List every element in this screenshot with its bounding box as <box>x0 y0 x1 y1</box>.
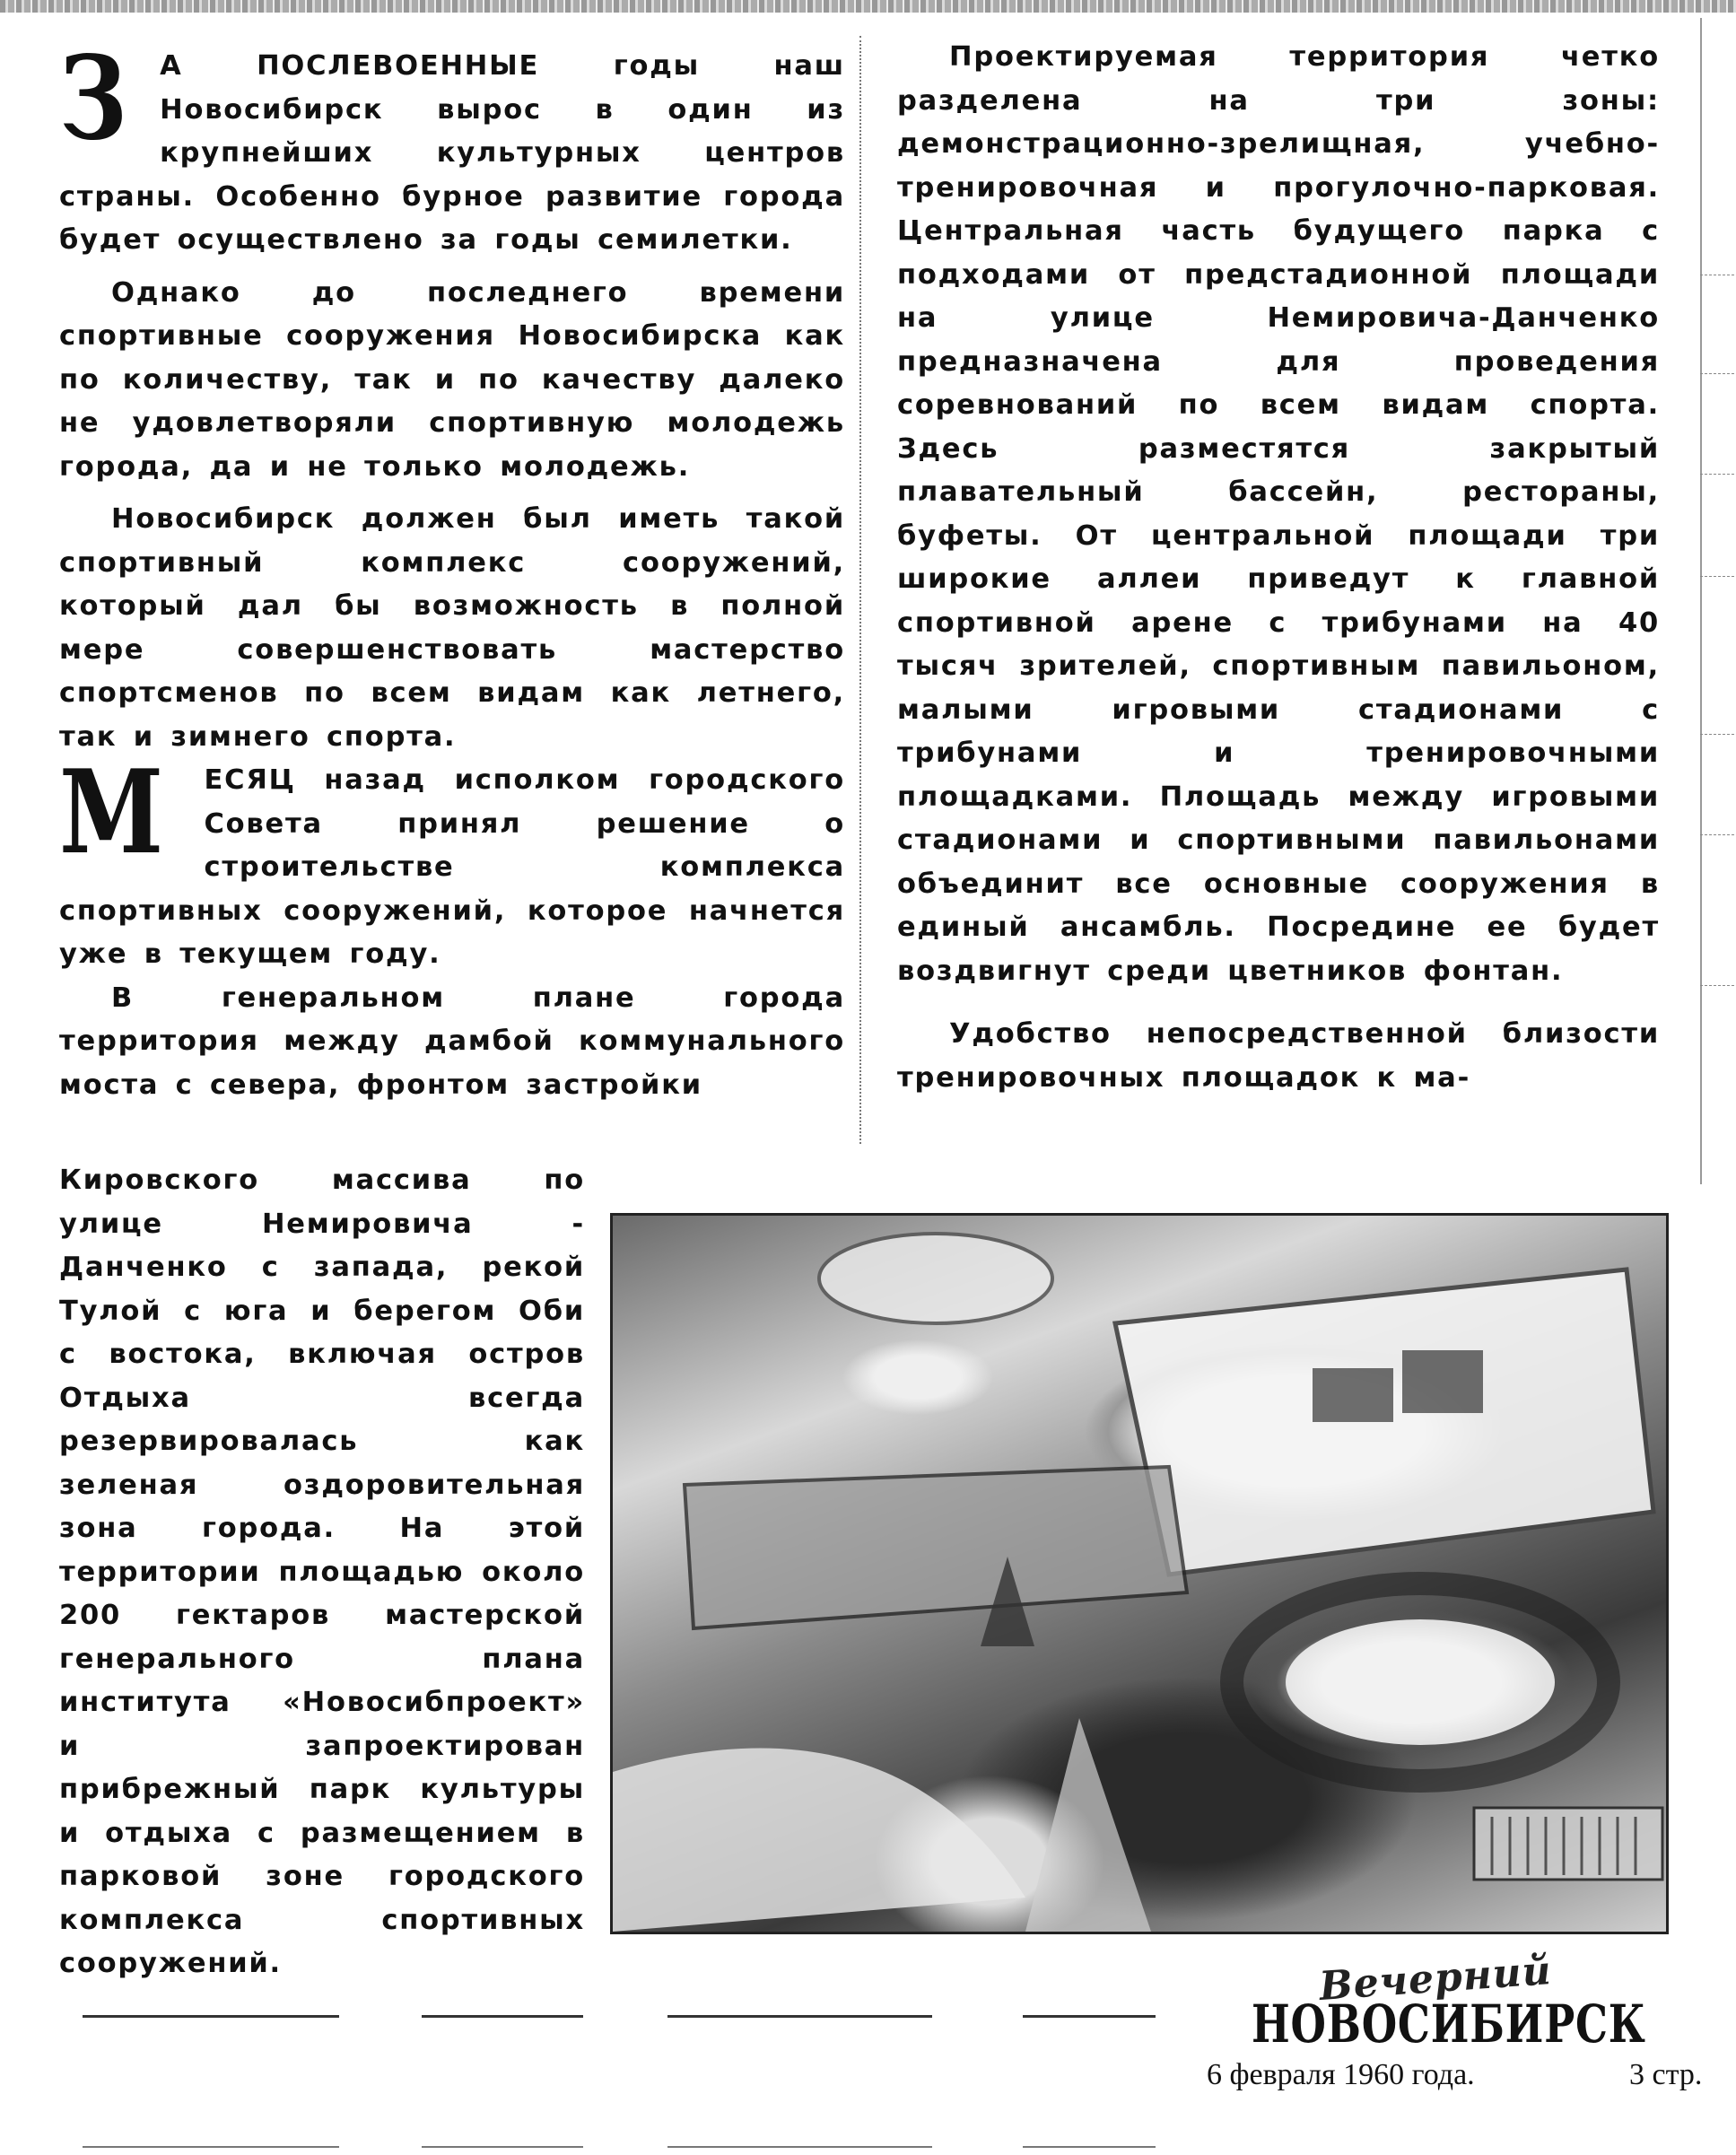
article-left-column <box>59 31 845 1107</box>
issue-date: 6 февраля 1960 года. <box>1207 2058 1475 2091</box>
top-edge-strip <box>0 0 1736 13</box>
footer-rule <box>422 2146 583 2148</box>
article-paragraph: Проектируемая территория четко разделена на три зоны: демонстрационно-зрелищная, учебно-тренировочная и прогулочно-парковая. Центральная часть будущего парка с подходами от предстадионной площади на улице Немировича-Данченко предназначена для проведения соревнований по всем видам спорта. Здесь разместятся закрытый плавательный бассейн, рестораны, буфеты. От центральной площади три широкие аллеи приведут к главной спортивной арене с трибунами на 40 тысяч зрителей, спортивным павильоном, малыми игровыми стадионами с трибунами и тренировочными площадками. Площадь между игровыми стадионами и спортивными павильонами объединит все основные сооружения в единый ансамбль. Посредине ее будет воздвигнут среди цветников фонтан. <box>897 41 1660 987</box>
column-divider <box>859 36 861 1144</box>
article-paragraph: Удобство непосредственной близости тренировочных площадок к ма- <box>897 1018 1660 1094</box>
footer-rule <box>422 2015 583 2018</box>
article-paragraph: В генеральном плане города территория между дамбой коммунального моста с севера, фронтом застройки <box>59 982 845 1101</box>
margin-tick <box>1700 734 1734 735</box>
article-paragraph <box>59 746 845 977</box>
article-left-narrow-column <box>59 1159 585 1986</box>
dropcap-z: З <box>59 31 129 166</box>
park-rendering-photo <box>610 1213 1669 1934</box>
photo-sketch-detail <box>613 1216 1666 1932</box>
margin-tick <box>1700 373 1734 374</box>
paragraph-text: А ПОСЛЕВОЕННЫЕ годы наш Новосибирск вырос в один из крупнейших культурных центров страны. Особенно бурное развитие города будет осуществлено за годы семилетки. <box>59 50 845 256</box>
footer-rule <box>1023 2146 1156 2148</box>
footer-rule <box>667 2146 932 2148</box>
footer-rule <box>1023 2015 1156 2018</box>
article-paragraph: Однако до последнего времени спортивные сооружения Новосибирска как по количеству, так и по качеству далеко не удовлетворяли спортивную молодежь города, да и не только молодежь. <box>59 276 845 483</box>
margin-tick <box>1700 474 1734 475</box>
page-number: 3 стр. <box>1629 2058 1703 2091</box>
dropcap-m: М <box>59 746 165 880</box>
margin-tick <box>1700 576 1734 577</box>
margin-tick <box>1700 985 1734 986</box>
paragraph-text: ЕСЯЦ назад исполком городского Совета принял решение о строительстве комплекса спортивных сооружений, которое начнется уже в текущем году. <box>59 764 845 970</box>
masthead-script: Вечерний <box>1317 1948 1554 2010</box>
footer-rule <box>667 2015 932 2018</box>
article-paragraph: Новосибирск должен был иметь такой спортивный комплекс сооружений, который дал бы возможность в полной мере совершенствовать мастерство спортсменов по всем видам как летнего, так и зимнего спорта. <box>59 503 845 753</box>
masthead-title: НОВОСИБИРСК <box>1252 1994 1646 2055</box>
article-paragraph <box>59 31 845 263</box>
article-paragraph: Кировского массива по улице Немировича - Данченко с запада, рекой Тулой с юга и берегом Оби с востока, включая остров Отдыха всегда резервировалась как зеленая оздоровительная зона города. На этой территории площадью около 200 гектаров мастерской генерального плана института «Новосибпроект» и запроектирован прибрежный парк культуры и отдыха с размещением в парковой зоне городского комплекса спортивных сооружений. <box>59 1165 585 1979</box>
footer-rule <box>83 2015 339 2018</box>
footer-rule <box>83 2146 339 2148</box>
article-right-column <box>897 36 1660 1100</box>
page-edge-rule <box>1700 18 1702 1184</box>
margin-tick <box>1700 834 1734 835</box>
